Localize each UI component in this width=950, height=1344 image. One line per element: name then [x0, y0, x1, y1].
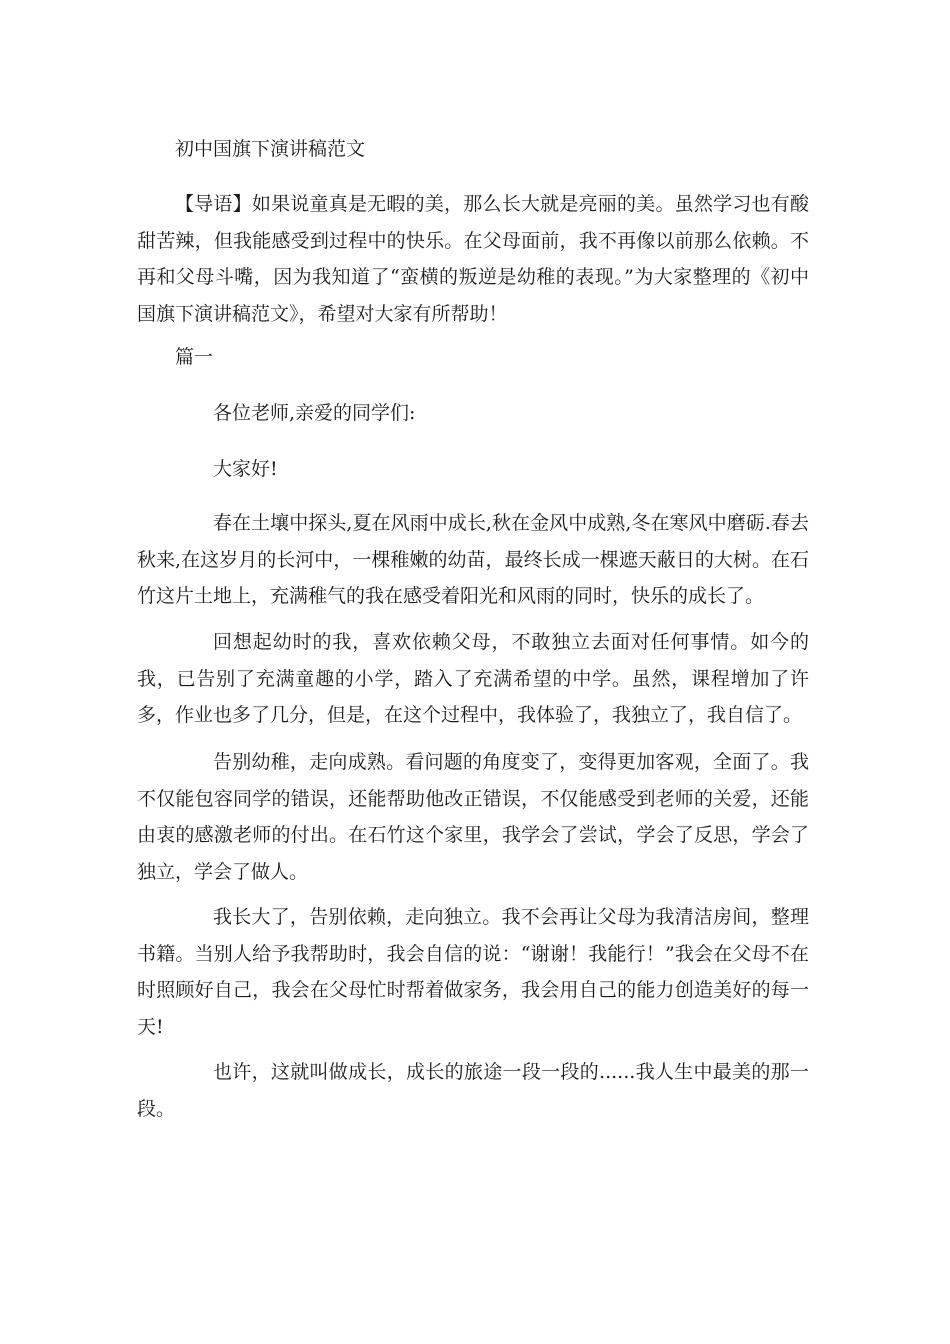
body-paragraph-1: 春在土壤中探头,夏在风雨中成长,秋在金风中成熟,冬在寒风中磨砺.春去秋来,在这岁月的长河中，一棵稚嫩的幼苗，最终长成一棵遮天蔽日的大树。在石竹这片土地上，充满稚气的我在感受着阳光和风雨的同时，快乐的成长了。 [137, 512, 809, 607]
body-paragraph-2: 回想起幼时的我，喜欢依赖父母，不敢独立去面对任何事情。如今的我，已告别了充满童趣的小学，踏入了充满希望的中学。虽然，课程增加了许多，作业也多了几分，但是，在这个过程中，我体验了，我独立了，我自信了。 [137, 631, 809, 726]
salutation: 各位老师,亲爱的同学们: [213, 402, 416, 424]
body-paragraph-4: 我长大了，告别依赖，走向独立。我不会再让父母为我清洁房间，整理书籍。当别人给予我帮助时，我会自信的说：“谢谢！我能行！”我会在父母不在时照顾好自己，我会在父母忙时帮着做家务，我会用自己的能力创造美好的每一天! [137, 906, 809, 1038]
section-label: 篇一 [175, 346, 214, 368]
document-title: 初中国旗下演讲稿范文 [175, 138, 366, 160]
greeting: 大家好! [213, 458, 278, 480]
body-paragraph-5: 也许，这就叫做成长，成长的旅途一段一段的......我人生中最美的那一段。 [137, 1061, 809, 1120]
body-paragraph-3: 告别幼稚，走向成熟。看问题的角度变了，变得更加客观，全面了。我不仅能包容同学的错误，还能帮助他改正错误，不仅能感受到老师的关爱，还能由衷的感激老师的付出。在石竹这个家里，我学会了尝试，学会了反思，学会了独立，学会了做人。 [137, 751, 809, 883]
intro-paragraph: 【导语】如果说童真是无暇的美，那么长大就是亮丽的美。虽然学习也有酸甜苦辣，但我能感受到过程中的快乐。在父母面前，我不再像以前那么依赖。不再和父母斗嘴，因为我知道了“蛮横的叛逆是幼稚的表现。”为大家整理的《初中国旗下演讲稿范文》，希望对大家有所帮助！ [137, 193, 809, 325]
